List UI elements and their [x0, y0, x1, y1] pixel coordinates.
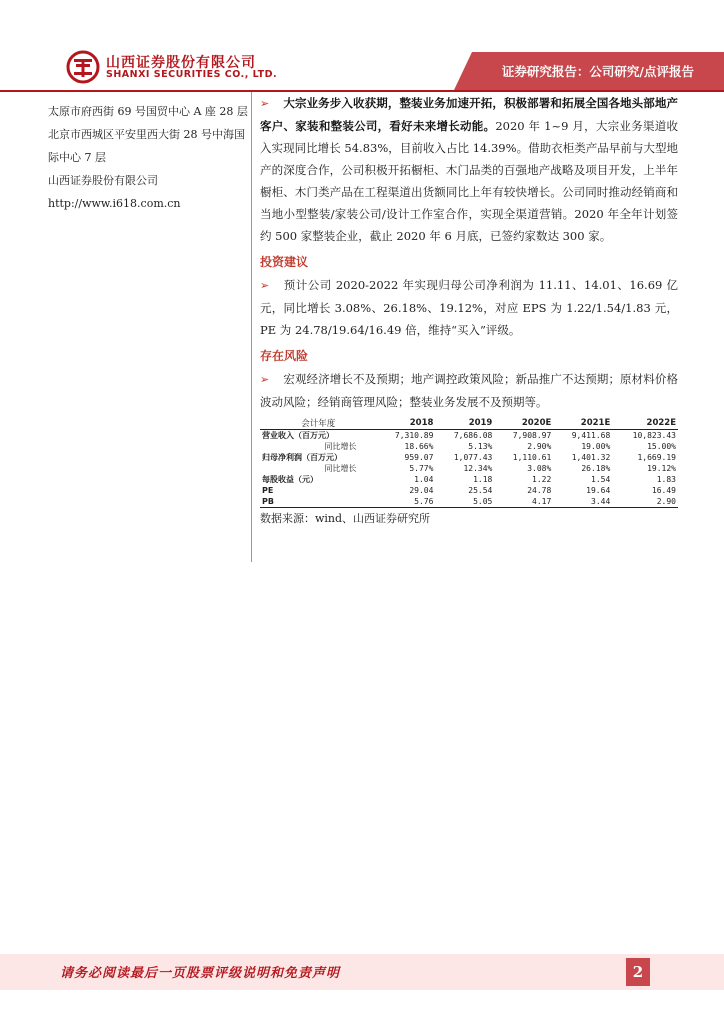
table-cell: 10,823.43: [632, 431, 676, 440]
page-header: [0, 0, 724, 92]
table-cell: 3.44: [553, 496, 612, 508]
paragraph-body-text: 2020 年 1~9 月，大宗业务渠道收入实现同比增长 54.83%，目前收入占比 14.39%。借助衣柜类产品早前与大型地产的深度合作，公司积极开拓橱柜、木门品类的百强地产战略及项目开发，上半年橱柜、木门类产品在工程渠道出货额同比上年有较快增长。公司同时推动经销商和当地小型整装/家装公司/设计工作室合作，实现全渠道营销。2020 年全年计划签约 500 家整装企业，截止 2020 年 6 月底，已签约家数达 300 家。: [260, 119, 678, 243]
table-cell: 12.34%: [463, 464, 493, 473]
table-cell: 2.90%: [527, 442, 552, 451]
paragraph-risks: [260, 368, 678, 413]
table-cell: 5.13%: [468, 442, 493, 451]
table-cell: 19.12%: [647, 464, 676, 473]
row-label-pb: PB: [260, 496, 376, 508]
table-cell: 1.04: [414, 475, 434, 484]
paragraph-bulk-business: [260, 92, 678, 247]
paragraph-body-text: 宏观经济增长不及预期；地产调控政策风险；新品推广不达预期；原材料价格波动风险；经销商管理风险；整装业务发展不及预期等。: [260, 372, 678, 409]
bullet-arrow-icon: ➢: [260, 279, 270, 292]
table-row: [260, 485, 678, 496]
table-cell: 5.76: [376, 496, 435, 508]
table-row: [260, 441, 678, 452]
table-header-cell: 2020E: [494, 417, 553, 430]
table-header-cell: 2018: [376, 417, 435, 430]
table-cell: 25.54: [468, 486, 493, 495]
row-label-revenue-growth: 同比增长: [324, 442, 357, 451]
table-cell: 1.54: [591, 475, 611, 484]
address-line-beijing: 北京市西城区平安里西大街 28 号中海国: [48, 128, 245, 141]
row-label-revenue: 营业收入（百万元）: [262, 431, 334, 440]
paragraph-investment-advice: [260, 274, 678, 341]
table-cell: 1,110.61: [512, 453, 552, 462]
table-cell: 19.64: [586, 486, 611, 495]
table-header-cell: 2021E: [553, 417, 612, 430]
table-header-cell: 2022E: [612, 417, 678, 430]
table-cell: 1.83: [656, 475, 676, 484]
paragraph-body-text: 预计公司 2020-2022 年实现归母公司净利润为 11.11、14.01、16.69 亿元，同比增长 3.08%、26.18%、19.12%，对应 EPS 为 1.22/1.54/1.83 元，PE 为 24.78/19.64/16.49 倍，维持“买入”评级。: [260, 278, 678, 337]
company-name-en: SHANXI SECURITIES CO., LTD.: [106, 69, 278, 80]
table-cell: 7,310.89: [394, 431, 434, 440]
table-data-source: 数据来源：wind、山西证券研究所: [260, 512, 431, 525]
table-cell: 16.49: [651, 486, 676, 495]
page-number: 2: [626, 958, 650, 986]
table-cell: 19.00%: [581, 442, 611, 451]
main-content: [260, 92, 678, 526]
table-cell: 26.18%: [581, 464, 611, 473]
footer-disclaimer: 请务必阅读最后一页股票评级说明和免责声明: [60, 966, 341, 981]
table-row: [260, 474, 678, 485]
row-label-pe: PE: [262, 486, 274, 495]
table-cell: 1.18: [473, 475, 493, 484]
table-cell: 959.07: [404, 453, 434, 462]
table-row: [260, 496, 678, 508]
table-cell: 7,908.97: [512, 431, 552, 440]
address-line-taiyuan: 太原市府西街 69 号国贸中心 A 座 28 层: [48, 105, 248, 118]
table-header-cell: 2019: [435, 417, 494, 430]
section-title-investment-advice: 投资建议: [260, 255, 309, 269]
table-row: [260, 463, 678, 474]
section-title-risks: 存在风险: [260, 349, 309, 363]
table-cell: 24.78: [527, 486, 552, 495]
row-label-profit-growth: 同比增长: [324, 464, 357, 473]
table-header-cell: 会计年度: [260, 417, 376, 430]
table-cell: 1,669.19: [637, 453, 676, 462]
report-type-label: 证券研究报告：公司研究/点评报告: [501, 64, 694, 79]
company-website-link[interactable]: http://www.i618.com.cn: [48, 197, 181, 210]
table-header-row: [260, 417, 678, 430]
table-cell: 3.08%: [527, 464, 552, 473]
bullet-arrow-icon: ➢: [260, 373, 270, 386]
table-cell: 15.00%: [647, 442, 676, 451]
company-name-cn: 山西证券股份有限公司: [106, 55, 256, 71]
table-cell: 5.05: [435, 496, 494, 508]
table-cell: 7,686.08: [453, 431, 493, 440]
table-cell: 1,077.43: [453, 453, 493, 462]
table-cell: 2.90: [612, 496, 678, 508]
row-label-net-profit: 归母净利润（百万元）: [262, 453, 342, 462]
company-name-sidebar: 山西证券股份有限公司: [48, 174, 158, 187]
row-label-eps: 每股收益（元）: [262, 475, 318, 484]
table-row: [260, 452, 678, 463]
table-cell: 29.04: [409, 486, 434, 495]
paragraph-bold-lead: 大宗业务步入收获期，整装业务加速开拓，积极部署和拓展全国各地头部地产客户、家装和整装公司，看好未来增长动能。: [260, 96, 678, 133]
address-line-beijing-cont: 际中心 7 层: [48, 151, 106, 164]
bullet-arrow-icon: ➢: [260, 97, 270, 110]
table-cell: 1.22: [532, 475, 552, 484]
sidebar-contact-info: [48, 100, 248, 215]
table-cell: 18.66%: [404, 442, 434, 451]
financial-forecast-table: [260, 417, 678, 508]
sidebar-divider: [251, 92, 252, 562]
table-cell: 9,411.68: [571, 431, 611, 440]
shanxi-securities-logo-icon: [66, 50, 100, 84]
table-cell: 1,401.32: [571, 453, 611, 462]
table-row: [260, 430, 678, 442]
table-cell: 4.17: [494, 496, 553, 508]
table-cell: 5.77%: [409, 464, 434, 473]
